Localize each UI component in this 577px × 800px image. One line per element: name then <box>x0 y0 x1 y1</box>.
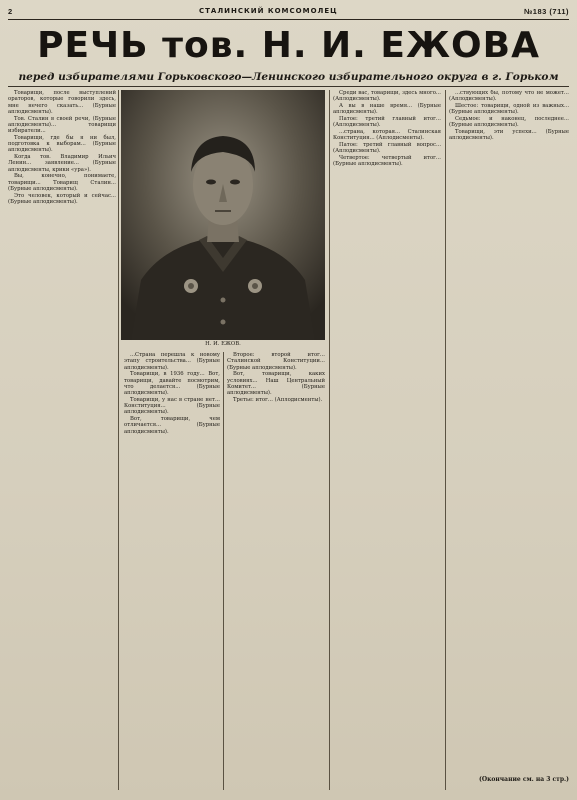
column-center <box>227 352 325 790</box>
paragraph: Товарищи, в 1936 году... Вот, товарищи, давайте посмотрим, что делается... (Бурные аплодисменты). <box>124 371 220 396</box>
paragraph: Это человек, который и сейчас... (Бурные аплодисменты). <box>8 192 116 205</box>
column-divider <box>118 90 119 790</box>
subheadline: перед избирателями Горьковского—Ленинского избирательного округа в г. Горьком <box>18 71 559 83</box>
photo-caption: Н. И. ЕЖОВ. <box>205 341 241 347</box>
header-rule <box>8 86 569 87</box>
page-number: 2 <box>8 6 13 16</box>
paragraph: Патое: третий главный вопрос... (Аплодисменты). <box>333 142 441 155</box>
continuation-note: (Окончание см. на 3 стр.) <box>479 776 569 783</box>
paragraph: Товарищи, после выступлений ораторов, которые говорили здесь, мне нечего сказать... (Бурные аплодисменты). <box>8 90 116 115</box>
paragraph: Среди вас, товарищи, здесь много... (Аплодисменты). <box>333 90 441 103</box>
paragraph: Вот, товарищи, чем отличается... (Бурные аплодисменты). <box>124 416 220 435</box>
paragraph: ...Страна перешла к новому этапу строительства... (Бурные аплодисменты). <box>124 352 220 371</box>
paragraph: ...страна, которая... Сталинская Конституция... (Аплодисменты). <box>333 129 441 142</box>
paragraph: А вы в наше время... (Бурные аплодисменты). <box>333 103 441 116</box>
column-middle <box>124 352 220 790</box>
column-center-right <box>333 90 441 790</box>
column-divider <box>445 90 446 790</box>
column-right <box>449 90 569 774</box>
paragraph: ...ствующих бы, потому что не может... (Аплодисменты). <box>449 90 569 103</box>
paragraph: Товарищи, где бы я ни был, подготовка к выборам... (Бурные аплодисменты). <box>8 134 116 154</box>
paragraph: Второе: второй итог... Сталинской Конституции... (Бурные аплодисменты). <box>227 352 325 371</box>
paragraph: Четвертое: четвертый итог... (Бурные аплодисменты). <box>333 155 441 168</box>
paragraph: Шестое: товарищи, одной из важных... (Бурные аплодисменты). <box>449 103 569 116</box>
portrait-illustration <box>121 90 325 340</box>
paragraph: Третье: итог... (Аплодисменты). <box>233 396 323 403</box>
paragraph: Когда тов. Владимир Ильич Ленин... заявление... (Бурные аплодисменты, крики «ура»). <box>8 154 116 173</box>
portrait-photo <box>121 90 325 340</box>
column-divider <box>223 352 224 790</box>
headline: РЕЧЬ тов. Н. И. ЕЖОВА <box>37 25 540 66</box>
column-divider <box>329 90 330 790</box>
masthead <box>8 3 569 20</box>
paragraph: Вы, конечно, понимаете, товарищи... Товарищ Сталин... (Бурные аплодисменты). <box>8 173 116 192</box>
newspaper-name: СТАЛИНСКИЙ КОМСОМОЛЕЦ <box>199 7 338 15</box>
paragraph: Тов. Сталин в своей речи, (Бурные аплодисменты)... товарищи избиратели... <box>8 115 116 134</box>
column-left <box>8 90 116 790</box>
paragraph: Вот, товарищи, каких условиях... Наш Центральный Комитет... (Бурные аплодисменты). <box>227 371 325 396</box>
paragraph: Товарищи, эти успехи... (Бурные аплодисменты). <box>449 129 569 142</box>
paragraph: Патое: третий главный итог... (Аплодисменты). <box>333 116 441 129</box>
paragraph: Товарищи, у нас в стране нет... Конституция... (Бурные аплодисменты). <box>124 396 220 416</box>
paragraph: Седьмое: и наконец, последнее... (Бурные аплодисменты). <box>449 116 569 129</box>
issue-number: №183 (711) <box>523 6 569 16</box>
